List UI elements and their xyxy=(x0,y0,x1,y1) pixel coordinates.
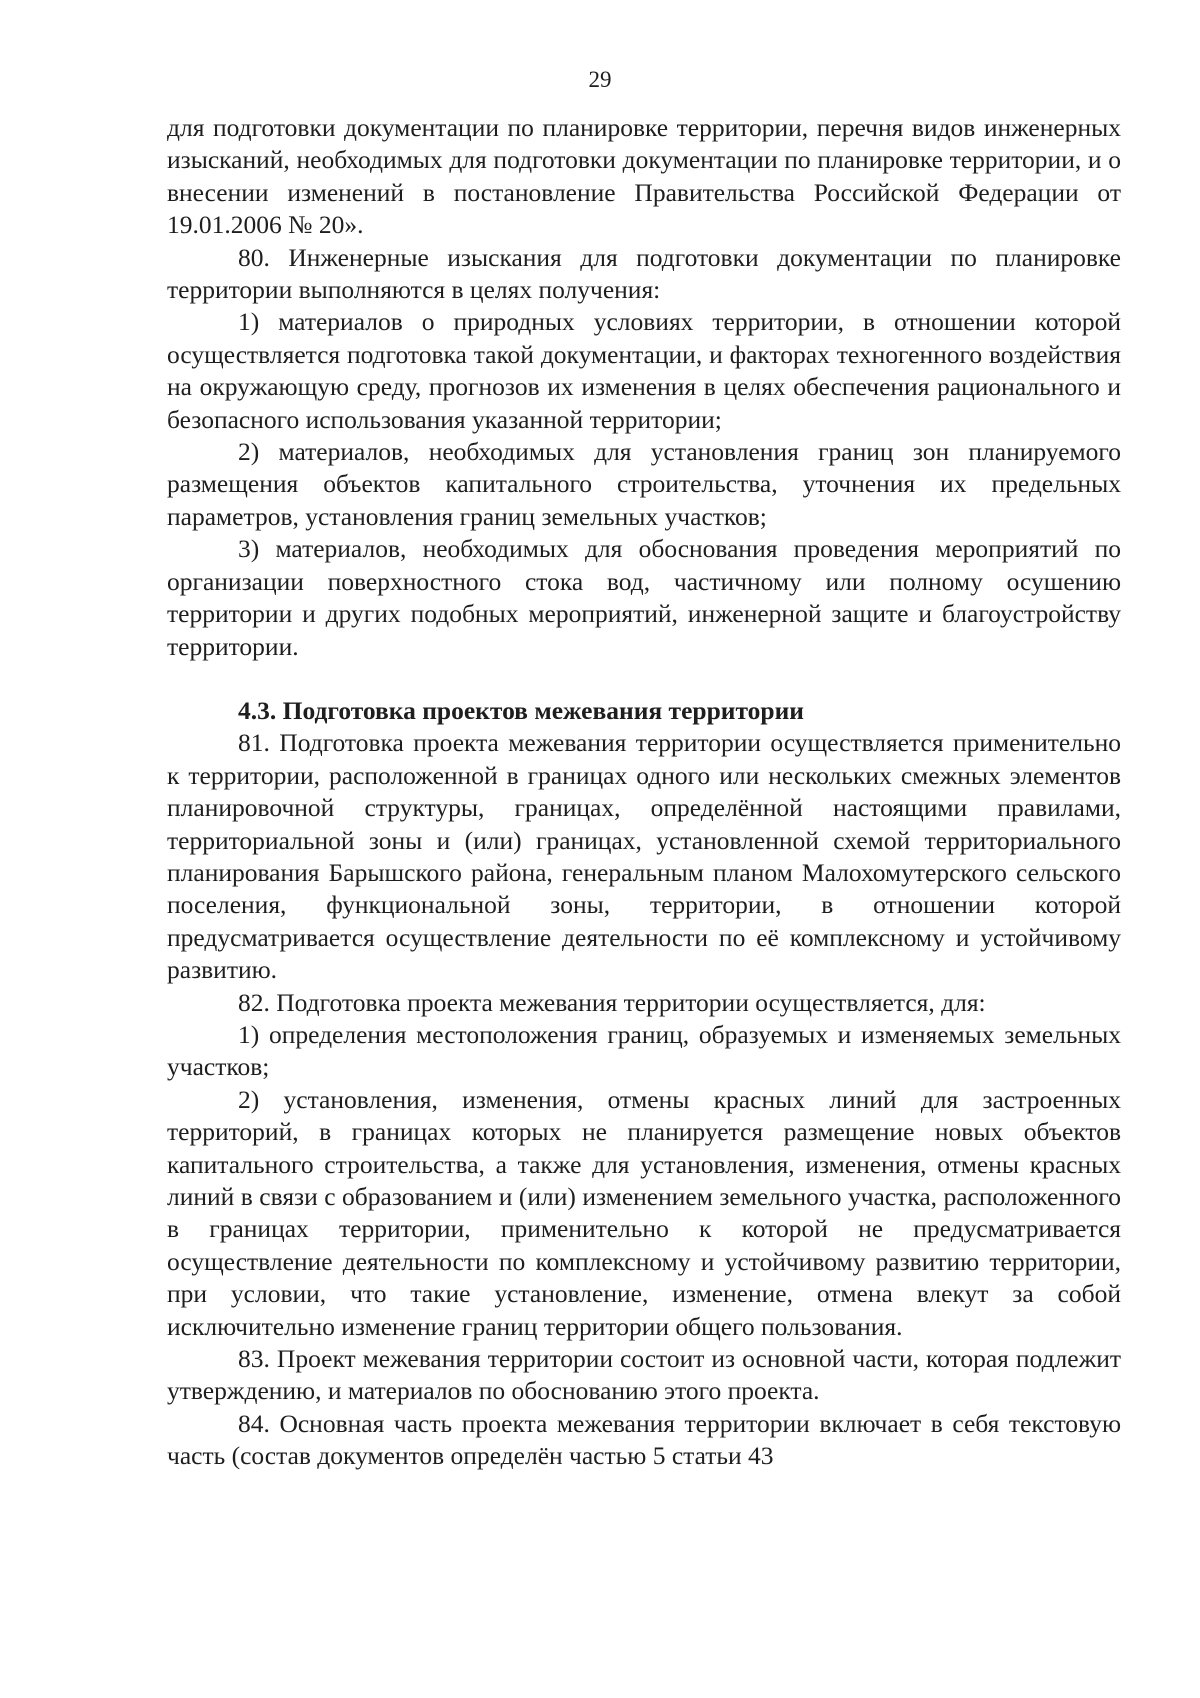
paragraph-80-item-2: 2) материалов, необходимых для установления границ зон планируемого размещения объектов капитального строительства, уточнения их предельных параметров, установления границ земельных участков; xyxy=(167,437,1121,531)
paragraph-80: 80. Инженерные изыскания для подготовки документации по планировке территории выполняются в целях получения: xyxy=(167,242,1121,305)
paragraph-81: 81. Подготовка проекта межевания территории осуществляется применительно к территории, расположенной в границах одного или нескольких смежных элементов планировочной структуры, границах, определённой настоящими правилами, территориальной зоны и (или) границах, установленной схемой территориального планирования Барышского района, генеральным планом Малохомутерского сельского поселения, функциональной зоны, территории, в отношении которой предусматривается осуществление деятельности по её комплексному и устойчивому развитию. xyxy=(167,728,1121,985)
paragraph-80-item-1: 1) материалов о природных условиях территории, в отношении которой осуществляется подготовка такой документации, и факторах техногенного воздействия на окружающую среду, прогнозов их изменения в целях обеспечения рационального и безопасного использования указанной территории; xyxy=(167,307,1121,434)
page-number: 29 xyxy=(588,67,612,92)
paragraph-82: 82. Подготовка проекта межевания территории осуществляется, для: xyxy=(238,987,986,1017)
paragraph-84: 84. Основная часть проекта межевания территории включает в себя текстовую часть (состав документов определён частью 5 статьи 43 xyxy=(167,1408,1121,1471)
paragraph-82-item-1: 1) определения местоположения границ, образуемых и изменяемых земельных участков; xyxy=(167,1019,1121,1082)
paragraph-continuation: для подготовки документации по планировке территории, перечня видов инженерных изысканий, необходимых для подготовки документации по планировке территории, и о внесении изменений в постановление Правительства Российской Федерации от 19.01.2006 № 20». xyxy=(167,113,1121,240)
section-heading: 4.3. Подготовка проектов межевания территории xyxy=(238,695,804,725)
document-body xyxy=(167,112,1121,1473)
paragraph-80-item-3: 3) материалов, необходимых для обоснования проведения мероприятий по организации поверхностного стока вод, частичному или полному осушению территории и других подобных мероприятий, инженерной защите и благоустройству территории. xyxy=(167,534,1121,661)
paragraph-82-item-2: 2) установления, изменения, отмены красных линий для застроенных территорий, в границах которых не планируется размещение новых объектов капитального строительства, а также для установления, изменения, отмены красных линий в связи с образованием и (или) изменением земельного участка, расположенного в границах территории, применительно к которой не предусматривается осуществление деятельности по комплексному и устойчивому развитию территории, при условии, что такие установление, изменение, отмена влекут за собой исключительно изменение границ территории общего пользования. xyxy=(167,1084,1121,1341)
paragraph-83: 83. Проект межевания территории состоит из основной части, которая подлежит утверждению, и материалов по обоснованию этого проекта. xyxy=(167,1344,1121,1406)
